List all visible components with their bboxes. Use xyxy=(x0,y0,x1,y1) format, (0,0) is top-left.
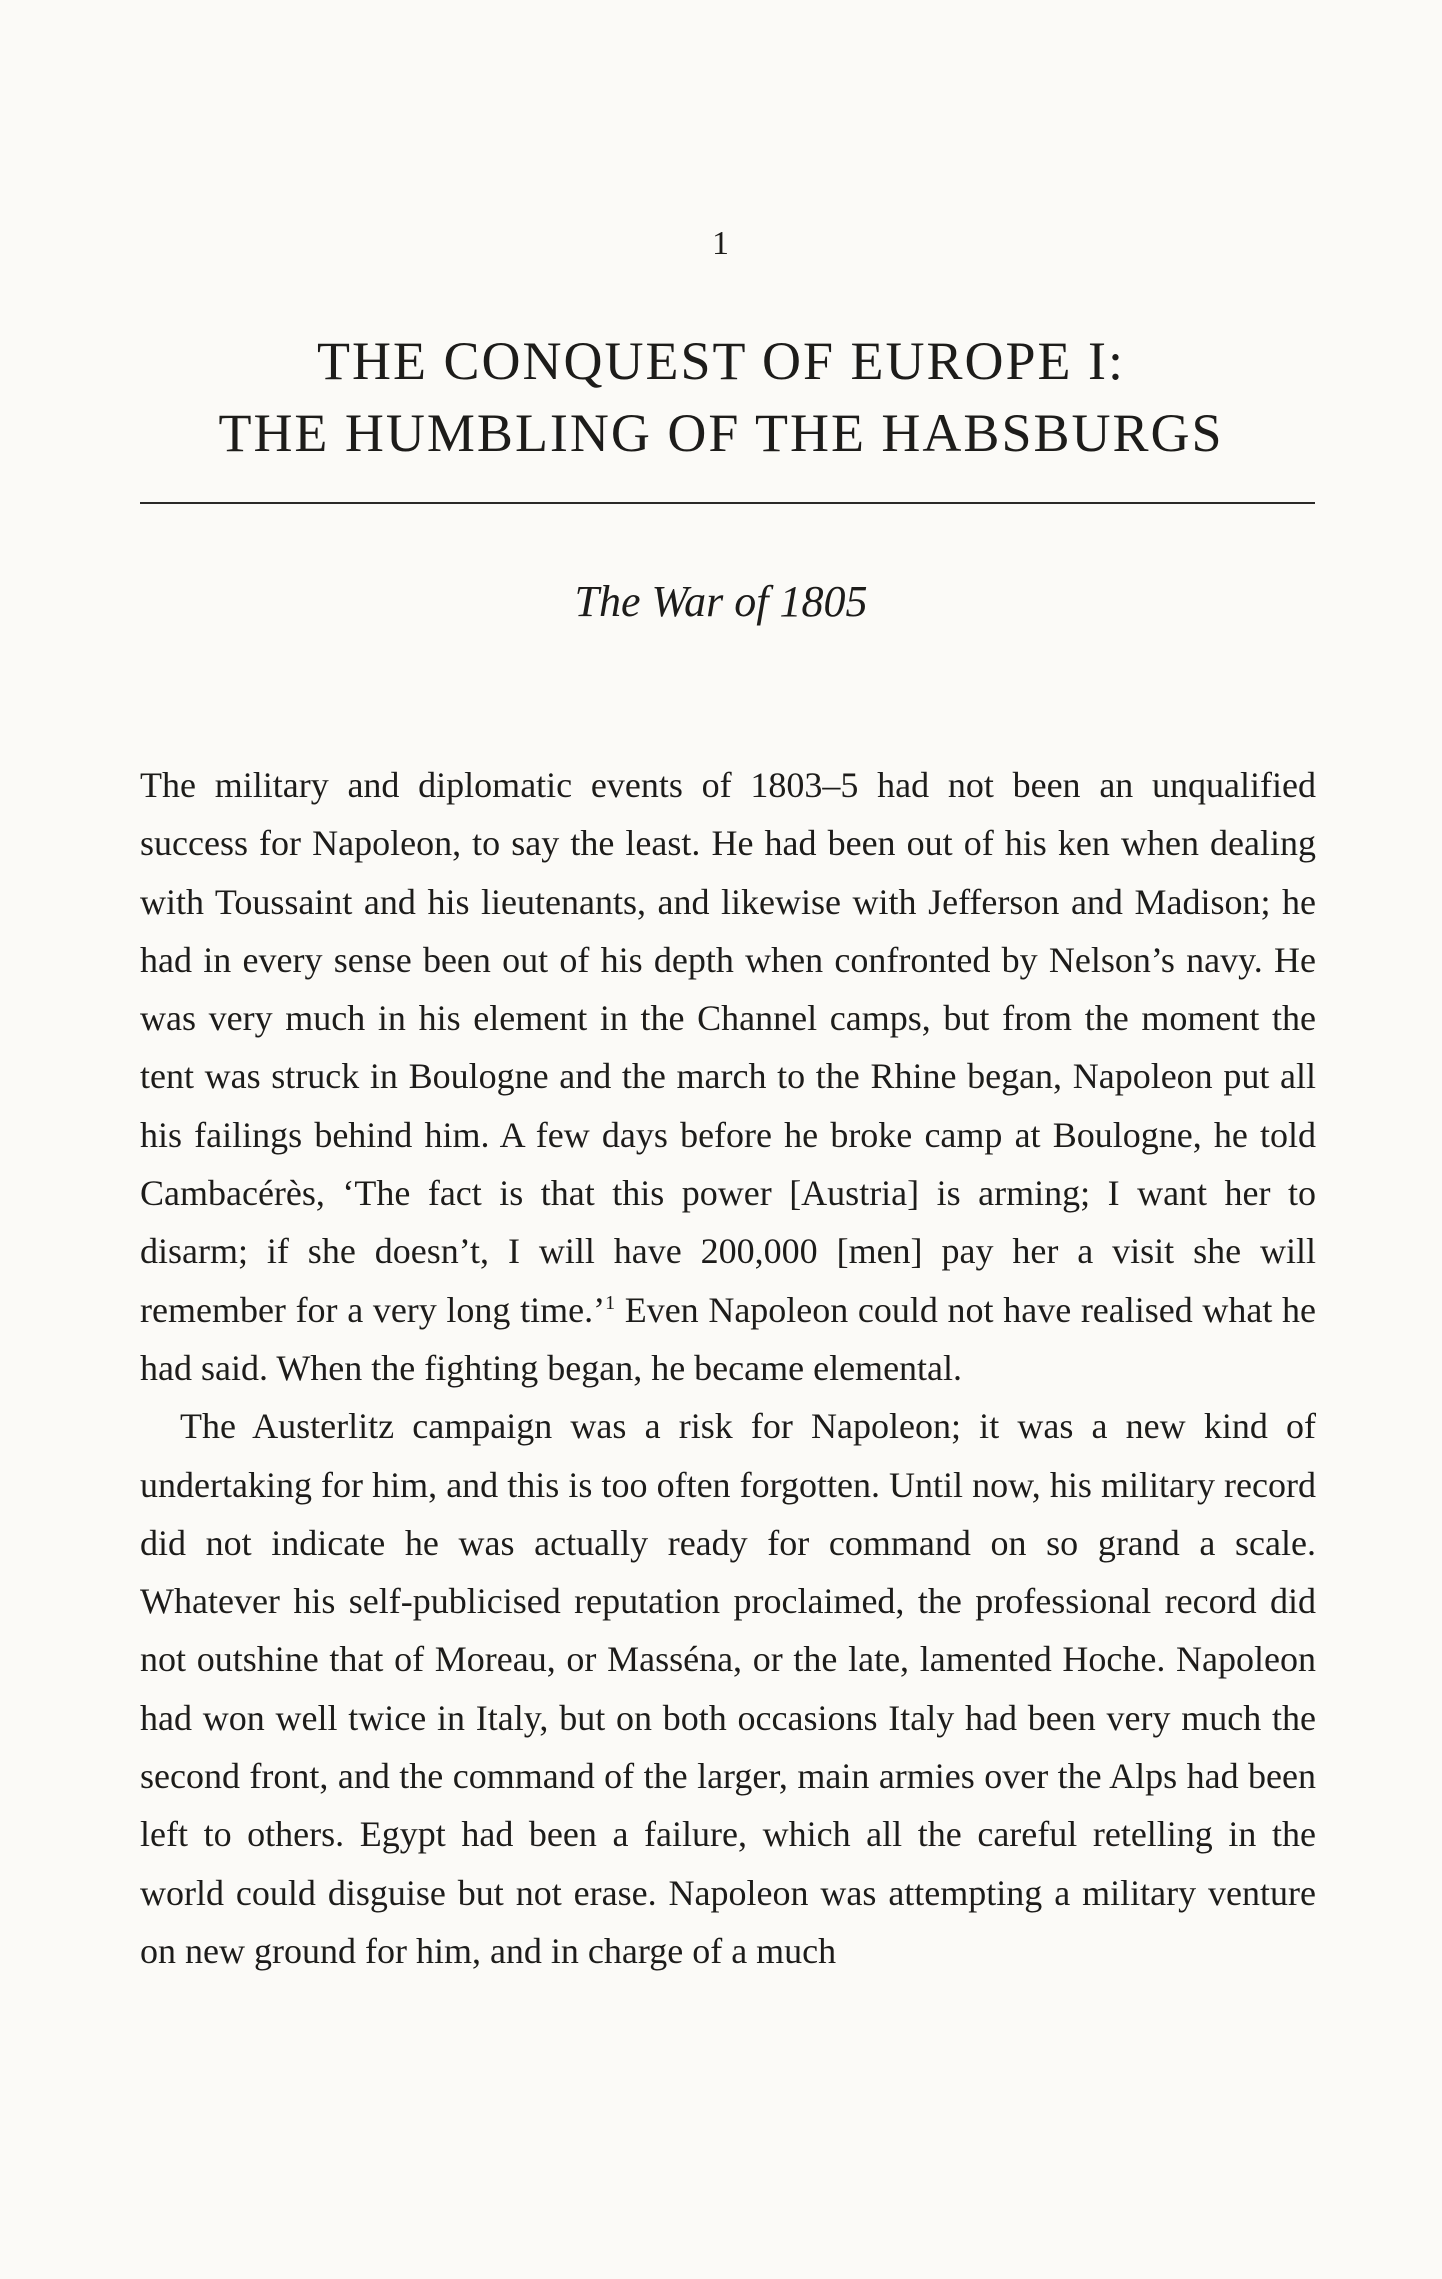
paragraph-text: The military and diplomatic events of 1803–5 had not been an unqualified success for Napoleon, to say the least. He had been out of his ken when dealing with Toussaint and his lieutenants, and likewise with Jefferson and Madison; he had in every sense been out of his depth when confronted by Nelson’s navy. He was very much in his element in the Channel camps, but from the moment the tent was struck in Boulogne and the march to the Rhine began, Napoleon put all his failings behind him. A few days before he broke camp at Boulogne, he told Cambacérès, ‘The fact is that this power [Austria] is arming; I want her to disarm; if she doesn’t, I will have 200,000 [men] pay her a visit she will remember for a very long time.’ xyxy=(140,765,1316,1330)
chapter-title-line-2: THE HUMBLING OF THE HABSBURGS xyxy=(218,403,1224,463)
footnote-marker[interactable]: 1 xyxy=(605,1291,616,1314)
paragraph xyxy=(140,756,1316,1397)
chapter-number: 1 xyxy=(712,225,730,262)
paragraph-text: Even Napoleon could not have realised what he had said. When the fighting began, he became elemental. xyxy=(140,1289,1317,1388)
title-divider xyxy=(140,502,1315,504)
paragraph: The Austerlitz campaign was a risk for Napoleon; it was a new kind of undertaking for him, and this is too often forgotten. Until now, his military record did not indicate he was actually ready for command on so grand a scale. Whatever his self-publicised reputation proclaimed, the professional record did not outshine that of Moreau, or Masséna, or the late, lamented Hoche. Napoleon had won well twice in Italy, but on both occasions Italy had been very much the second front, and the command of the larger, main armies over the Alps had been left to others. Egypt had been a failure, which all the careful retelling in the world could disguise but not erase. Napoleon was attempting a military venture on new ground for him, and in charge of a much xyxy=(140,1406,1316,1971)
body-text xyxy=(140,756,1316,1980)
chapter-title-line-1: THE CONQUEST OF EUROPE I: xyxy=(316,331,1126,391)
chapter-title xyxy=(0,325,1442,469)
section-title: The War of 1805 xyxy=(574,577,868,626)
